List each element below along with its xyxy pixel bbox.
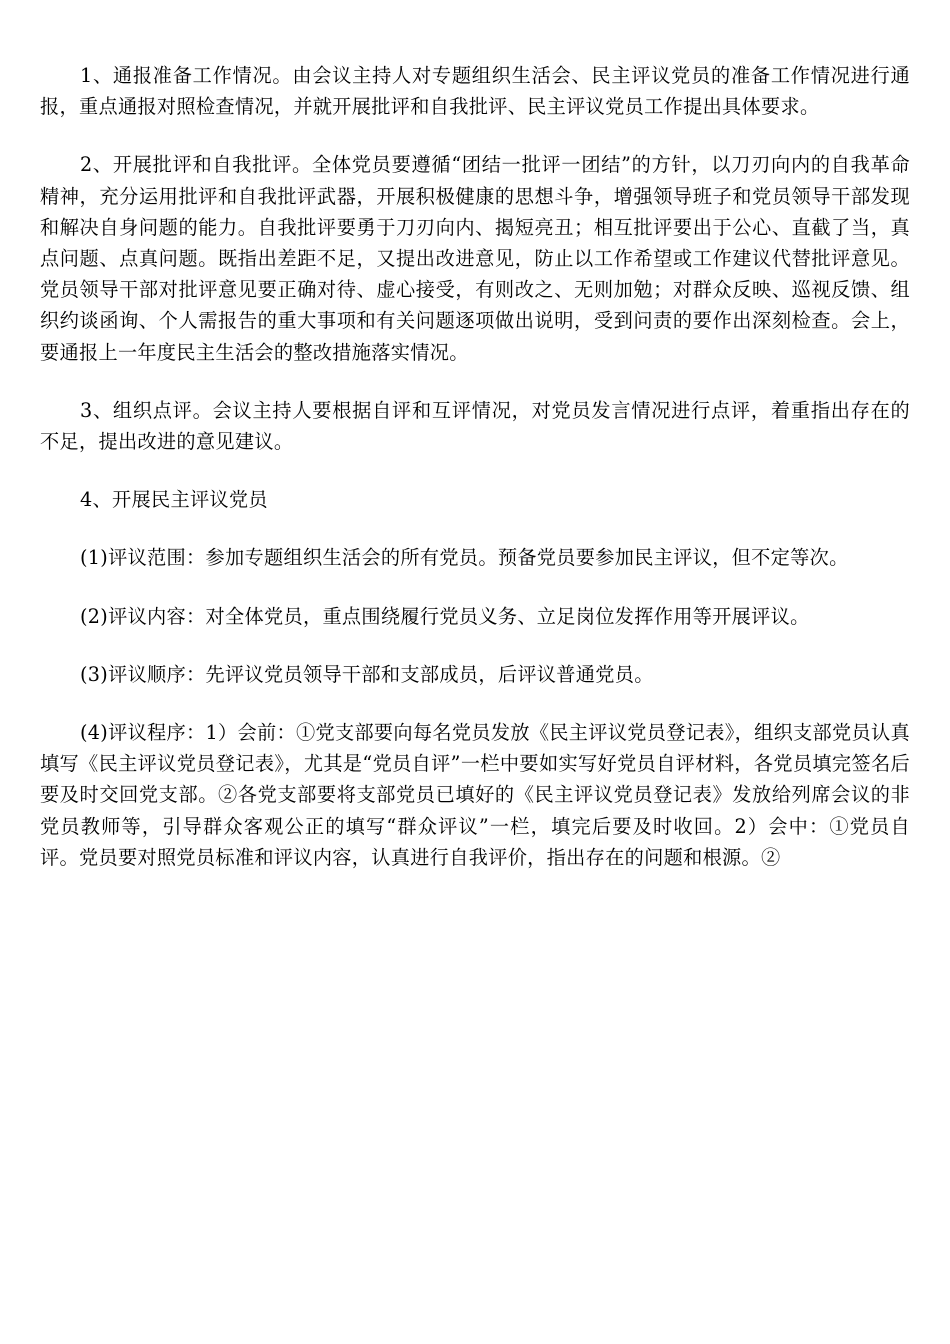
paragraph-criticism-self-criticism: 2、开展批评和自我批评。全体党员要遵循“团结一批评一团结”的方针，以刀刃向内的自我革命精神，充分运用批评和自我批评武器，开展积极健康的思想斗争，增强领导班子和党员领导干部发现和解决自身问题的能力。自我批评要勇于刀刃向内、揭短亮丑；相互批评要出于公心、直截了当，真点问题、点真问题。既指出差距不足，又提出改进意见，防止以工作希望或工作建议代替批评意见。党员领导干部对批评意见要正确对待、虚心接受，有则改之、无则加勉；对群众反映、巡视反馈、组织约谈函询、个人需报告的重大事项和有关问题逐项做出说明，受到问责的要作出深刻检查。会上，要通报上一年度民主生活会的整改措施落实情况。 <box>40 153 910 364</box>
paragraph-democratic-review-heading: 4、开展民主评议党员 <box>80 488 268 512</box>
paragraph-review-procedure: (4)评议程序：1）会前：①党支部要向每名党员发放《民主评议党员登记表》，组织支部党员认真填写《民主评议党员登记表》，尤其是“党员自评”一栏中要如实写好党员自评材料，各党员填完签名后要及时交回党支部。②各党支部要将支部党员已填好的《民主评议党员登记表》发放给列席会议的非党员教师等，引导群众客观公正的填写“群众评议”一栏，填完后要及时收回。2）会中：①党员自评。党员要对照党员标准和评议内容，认真进行自我评价，指出存在的问题和根源。② <box>40 721 910 869</box>
paragraph-review-order: (3)评议顺序：先评议党员领导干部和支部成员，后评议普通党员。 <box>80 662 654 686</box>
paragraph-notify-preparation: 1、通报准备工作情况。由会议主持人对专题组织生活会、民主评议党员的准备工作情况进行通报，重点通报对照检查情况，并就开展批评和自我批评、民主评议党员工作提出具体要求。 <box>40 64 910 119</box>
document-body <box>40 60 910 900</box>
paragraph-organize-comment: 3、组织点评。会议主持人要根据自评和互评情况，对党员发言情况进行点评，着重指出存在的不足，提出改进的意见建议。 <box>40 398 910 454</box>
paragraph-review-content: (2)评议内容：对全体党员，重点围绕履行党员义务、立足岗位发挥作用等开展评议。 <box>80 604 810 628</box>
paragraph-review-scope: (1)评议范围：参加专题组织生活会的所有党员。预备党员要参加民主评议，但不定等次。 <box>80 546 849 570</box>
